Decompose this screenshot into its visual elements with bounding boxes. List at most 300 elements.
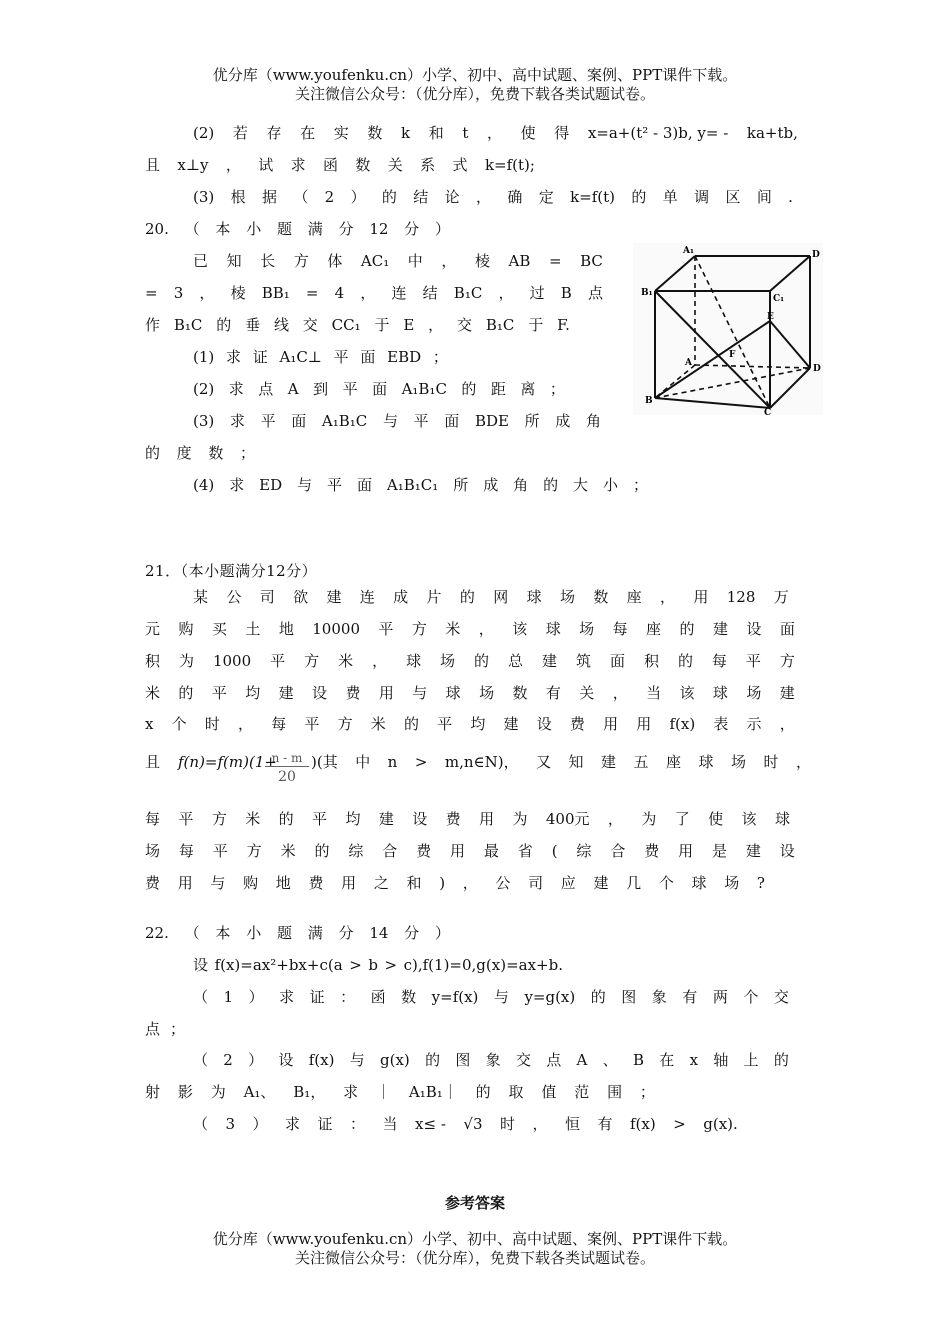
q20-stem-line1 [193, 251, 603, 271]
text-token: 场 [724, 874, 740, 892]
text-token: 设 [779, 842, 795, 860]
text-token: 之 [373, 874, 389, 892]
text-token: 数 [512, 684, 528, 702]
text-token: 有 [597, 1115, 613, 1133]
text-token: ； [432, 348, 448, 366]
text-token: x [145, 715, 154, 733]
text-token: 球 [445, 684, 461, 702]
text-token: 小 [246, 220, 262, 238]
text-token: 又 [536, 753, 552, 771]
q20-part3 [193, 411, 601, 431]
text-token: 个 [658, 874, 674, 892]
text-token: 使 [708, 810, 724, 828]
text-token: 点 [145, 1020, 161, 1038]
text-token: 大 [573, 476, 589, 494]
text-token: 球 [712, 684, 728, 702]
text-token: 总 [508, 652, 524, 670]
text-token: 成 [393, 588, 409, 606]
text-token: 函 [322, 156, 338, 174]
text-token: 小 [246, 924, 262, 942]
text-token: A₁C⊥ [279, 348, 322, 366]
text-token: ka+tb, [746, 124, 798, 142]
text-token: y=f(x) [431, 988, 479, 1006]
text-token: 满 [307, 924, 323, 942]
text-token: = [305, 284, 319, 302]
text-token: 平 [312, 810, 328, 828]
text-token: 面 [360, 348, 376, 366]
text-token: 1 [223, 988, 234, 1006]
text-token: ) [439, 874, 446, 892]
text-token: 建 [278, 684, 294, 702]
text-token: 离 [520, 380, 536, 398]
q19-part2-line2 [145, 155, 535, 175]
text-token: 购 [243, 874, 259, 892]
text-token: 有 [545, 684, 561, 702]
text-token: 米 [245, 810, 261, 828]
text-token: 垂 [245, 316, 261, 334]
text-token: 每 [711, 652, 727, 670]
text-token: ） [248, 1051, 264, 1069]
text-token: 方 [211, 810, 227, 828]
text-token: 成 [483, 476, 499, 494]
text-token: 分 [404, 924, 420, 942]
text-token: B₁C [453, 284, 483, 302]
text-token: 建 [601, 753, 617, 771]
text-token: 五 [633, 753, 649, 771]
text-token: ， [441, 252, 457, 270]
text-token: ｜ [376, 1083, 392, 1101]
label-C1: C₁ [773, 294, 785, 304]
text-token: 数 [593, 588, 609, 606]
text-token: f(x)=ax²+bx+c(a [214, 956, 343, 974]
text-token: 定 [538, 188, 554, 206]
fraction-denominator: 20 [278, 769, 296, 785]
q21-line6-rest [311, 752, 811, 772]
text-token: ， [795, 753, 811, 771]
q19-part3-line [193, 187, 793, 207]
text-token: 有 [682, 988, 698, 1006]
text-token: 结 [413, 188, 429, 206]
text-token: 是 [711, 842, 727, 860]
text-token: 用 [177, 874, 193, 892]
text-token: 平 [327, 476, 343, 494]
text-token: 平 [342, 380, 358, 398]
text-token: 积 [643, 652, 659, 670]
text-token: 方 [337, 715, 353, 733]
text-token: 与 [210, 874, 226, 892]
text-token: 某 [193, 588, 209, 606]
text-token: A [287, 380, 299, 398]
text-token: AC₁ [360, 252, 390, 270]
text-token: 该 [512, 620, 528, 638]
text-token: E [403, 316, 415, 334]
text-token: 结 [422, 284, 438, 302]
text-token: 费 [416, 842, 432, 860]
text-token: x⊥y [177, 156, 209, 174]
text-token: f(x) [308, 1051, 335, 1069]
text-token: 时 [499, 1115, 515, 1133]
text-token: 分 [404, 220, 420, 238]
q20-stem-line2 [145, 283, 603, 303]
text-token: 根 [230, 188, 246, 206]
text-token: 的 [459, 588, 475, 606]
text-token: 米 [445, 620, 461, 638]
text-token: 小 [603, 476, 619, 494]
text-token: 得 [554, 124, 570, 142]
text-token: 存 [266, 124, 282, 142]
text-token: 建 [378, 810, 394, 828]
text-token: 成 [555, 412, 571, 430]
text-token: 体 [327, 252, 343, 270]
text-token: 地 [278, 620, 294, 638]
text-token: BC [580, 252, 603, 270]
text-token: 费 [145, 874, 161, 892]
text-token: 为 [512, 810, 528, 828]
text-token: 恒 [564, 1115, 580, 1133]
text-token: ， [199, 284, 215, 302]
text-token: 棱 [230, 284, 246, 302]
text-token: （ [193, 1051, 209, 1069]
text-token: BDE [474, 412, 509, 430]
text-token: y=g(x) [524, 988, 576, 1006]
text-token: 度 [176, 444, 192, 462]
text-token: 点 [587, 284, 603, 302]
text-token: 与 [493, 988, 509, 1006]
text-token: 4 [334, 284, 345, 302]
text-token: 设 [193, 956, 209, 974]
text-token: 在 [659, 1051, 675, 1069]
text-token: 场 [145, 842, 161, 860]
text-token: 场 [440, 652, 456, 670]
text-token: 的 [314, 842, 330, 860]
text-token: 22. [145, 924, 169, 942]
text-token: 球 [406, 652, 422, 670]
text-token: 的 [461, 380, 477, 398]
text-token: 已 [193, 252, 209, 270]
text-token: 交 [456, 316, 472, 334]
text-token: 建 [593, 874, 609, 892]
q21-fraction [265, 750, 309, 787]
text-token: 2 [223, 1051, 233, 1069]
text-token: (4) [193, 476, 215, 494]
label-D1: D [812, 250, 820, 260]
header-line-1: 优分库（www.youfenku.cn）小学、初中、高中试题、案例、PPT课件下载。 [212, 66, 738, 84]
text-token: 知 [568, 753, 584, 771]
text-token: 求 [229, 412, 245, 430]
q20-heading [145, 219, 450, 239]
q21-line6-lead: 且 [145, 753, 161, 771]
text-token: 用 [479, 810, 495, 828]
text-token: 平 [178, 810, 194, 828]
text-token: 当 [646, 684, 662, 702]
text-token: ， [476, 188, 492, 206]
text-token: 平 [304, 715, 320, 733]
text-token: 若 [232, 124, 248, 142]
text-token: 该 [741, 810, 757, 828]
text-token: 求 [290, 156, 306, 174]
text-token: 的 [631, 188, 647, 206]
text-token: 试 [258, 156, 274, 174]
text-token: 设 [412, 810, 428, 828]
text-token: ） [248, 988, 264, 1006]
text-token: 面 [444, 412, 460, 430]
text-token: ） [434, 924, 450, 942]
text-token: 影 [177, 1083, 193, 1101]
text-token: 当 [382, 1115, 398, 1133]
text-token: EBD [387, 348, 422, 366]
text-token: 与 [297, 476, 313, 494]
text-token: 确 [507, 188, 523, 206]
text-token: A₁B₁C₁ [386, 476, 439, 494]
text-token: （ [184, 220, 200, 238]
text-token: 用 [693, 588, 709, 606]
text-token: 于 [528, 316, 544, 334]
text-token: 每 [612, 620, 628, 638]
text-token: > [414, 753, 428, 771]
text-token: 球 [526, 588, 542, 606]
text-token: ； [239, 444, 255, 462]
text-token: 求 [225, 348, 241, 366]
text-token: 了 [674, 810, 690, 828]
text-token: ， [225, 156, 241, 174]
text-token: （ [193, 1115, 209, 1133]
label-A1: A₁ [683, 246, 694, 256]
footer-line-2: 关注微信公众号：（优分库），免费下载各类试题试卷。 [294, 1249, 655, 1267]
text-token: 费 [308, 874, 324, 892]
text-token: 2 [324, 188, 335, 206]
q22-line1 [193, 955, 563, 975]
text-token: 使 [520, 124, 536, 142]
text-token: n [387, 753, 398, 771]
text-token: 个 [743, 988, 759, 1006]
text-token: 3 [173, 284, 184, 302]
text-token: 知 [226, 252, 242, 270]
text-token: ， [360, 284, 376, 302]
text-token: 关 [579, 684, 595, 702]
text-token: 为 [641, 810, 657, 828]
text-token: 的 [278, 810, 294, 828]
answers-title: 参考答案 [444, 1194, 505, 1212]
text-token: 的 [178, 684, 194, 702]
text-token: ， [532, 1115, 548, 1133]
text-token: 值 [541, 1083, 557, 1101]
text-token: 实 [333, 124, 349, 142]
text-token: 与 [382, 412, 398, 430]
text-token: 该 [679, 684, 695, 702]
text-token: 距 [490, 380, 506, 398]
text-token: 到 [313, 380, 329, 398]
text-token: B [560, 284, 572, 302]
q20-stem-line3 [145, 315, 570, 335]
text-token: 费 [644, 842, 660, 860]
text-token: 平 [378, 620, 394, 638]
text-token: 面 [356, 476, 372, 494]
text-token: (3) [193, 412, 215, 430]
text-token: 过 [529, 284, 545, 302]
text-token: 128 [726, 588, 756, 606]
text-token: 球 [545, 620, 561, 638]
text-token: 欲 [293, 588, 309, 606]
text-token: 、 [602, 1051, 618, 1069]
label-B: B [645, 396, 653, 406]
text-token: k=f(t); [484, 156, 535, 174]
text-token: 角 [585, 412, 601, 430]
text-token: ） [350, 188, 366, 206]
text-token: x≤ - [415, 1115, 446, 1133]
text-token: 10000 [312, 620, 360, 638]
text-token: 综 [348, 842, 364, 860]
text-token: 证 [309, 988, 325, 1006]
text-token: 的 [381, 188, 397, 206]
text-token: 示 [746, 715, 762, 733]
text-token: 方 [779, 652, 795, 670]
text-token: A₁B₁｜ [408, 1083, 458, 1101]
q21-line9 [145, 873, 765, 893]
text-token: CC₁ [331, 316, 361, 334]
text-token: > [384, 956, 398, 974]
text-token: 米 [370, 715, 386, 733]
text-token: 面 [609, 652, 625, 670]
text-token: 建 [745, 842, 761, 860]
text-token: 函 [370, 988, 386, 1006]
text-token: k=f(t) [570, 188, 616, 206]
text-token: 建 [712, 620, 728, 638]
text-token: 所 [453, 476, 469, 494]
text-token: 图 [621, 988, 637, 1006]
q22-part1 [193, 987, 789, 1007]
text-token: 式 [452, 156, 468, 174]
text-token: = [548, 252, 562, 270]
text-token: 平 [270, 652, 286, 670]
text-token: 求 [343, 1083, 359, 1101]
q21-line3 [145, 651, 795, 671]
text-token: 和 [428, 124, 444, 142]
text-token: 平 [260, 412, 276, 430]
text-token: 取 [508, 1083, 524, 1101]
q21-line1 [193, 587, 789, 607]
label-F: F [729, 350, 736, 360]
text-token: 个 [171, 715, 187, 733]
text-token: BB₁ [261, 284, 290, 302]
text-token: 球 [691, 874, 707, 892]
text-token: 交 [773, 988, 789, 1006]
text-token: 方 [411, 620, 427, 638]
text-token: 的 [679, 620, 695, 638]
text-token: 分 [338, 220, 354, 238]
text-token: 400元 [545, 810, 590, 828]
text-token: 积 [145, 652, 161, 670]
text-token: ， [612, 684, 628, 702]
text-token: 间 [756, 188, 772, 206]
text-token: 的 [403, 715, 419, 733]
q21-line7 [145, 809, 790, 829]
text-token: 省 [517, 842, 533, 860]
text-token: (1) [193, 348, 215, 366]
text-token: 球 [774, 810, 790, 828]
text-token: ? [756, 874, 765, 892]
q19-part2-line1 [193, 123, 798, 143]
text-token: 的 [425, 1051, 441, 1069]
text-token: 为 [210, 1083, 226, 1101]
text-token: 用 [341, 874, 357, 892]
text-token: 设 [278, 1051, 294, 1069]
text-token: b [368, 956, 378, 974]
text-token: 象 [485, 1051, 501, 1069]
text-token: 作 [145, 316, 161, 334]
text-token: 单 [662, 188, 678, 206]
text-token: 棱 [474, 252, 490, 270]
text-token: 司 [528, 874, 544, 892]
text-token: 数 [355, 156, 371, 174]
text-token: 射 [145, 1083, 161, 1101]
text-token: 筑 [575, 652, 591, 670]
text-token: > [349, 956, 362, 974]
text-token: A₁B₁C [401, 380, 447, 398]
text-token: 的 [543, 476, 559, 494]
text-token: ， [462, 874, 478, 892]
text-token: ， [478, 620, 494, 638]
text-token: )(其 [311, 753, 338, 771]
text-token: 每 [145, 810, 161, 828]
q20-part4 [193, 475, 648, 495]
text-token: 区 [725, 188, 741, 206]
text-token: （ [293, 188, 309, 206]
text-token: 的 [590, 988, 606, 1006]
text-token: 费 [445, 810, 461, 828]
text-token: ： [350, 1115, 366, 1133]
text-token: B₁， [293, 1083, 326, 1101]
label-A: A [685, 358, 692, 368]
q20-part2 [193, 379, 565, 399]
text-token: 综 [576, 842, 592, 860]
text-token: 连 [359, 588, 375, 606]
header-line-2: 关注微信公众号：（优分库），免费下载各类试题试卷。 [294, 85, 655, 103]
text-token: = [145, 284, 158, 302]
text-token: > [673, 1115, 686, 1133]
text-token: 费 [345, 684, 361, 702]
cuboid-figure [633, 243, 823, 415]
text-token: ED [259, 476, 283, 494]
text-token: 线 [273, 316, 289, 334]
q21-line8 [145, 841, 795, 861]
text-token: 元 [145, 620, 161, 638]
text-token: 设 [536, 715, 552, 733]
text-token: 点 [258, 380, 274, 398]
text-token: 合 [382, 842, 398, 860]
text-token: 角 [513, 476, 529, 494]
text-token: 应 [560, 874, 576, 892]
text-token: 场 [579, 620, 595, 638]
q22-heading [145, 923, 450, 943]
text-token: 座 [626, 588, 642, 606]
text-token: 费 [569, 715, 585, 733]
text-token: 题 [276, 924, 292, 942]
text-token: 公 [495, 874, 511, 892]
text-token: 座 [666, 753, 682, 771]
text-token: 围 [607, 1083, 623, 1101]
text-token: 用 [678, 842, 694, 860]
text-token: 两 [712, 988, 728, 1006]
text-token: 均 [245, 684, 261, 702]
text-token: ， [428, 316, 444, 334]
text-token: t [462, 124, 469, 142]
text-token: 本 [215, 924, 231, 942]
text-token: 据 [261, 188, 277, 206]
text-token: 中 [407, 252, 423, 270]
q22-part3 [193, 1114, 738, 1134]
text-token: 1000 [212, 652, 252, 670]
text-token: 平 [745, 652, 761, 670]
